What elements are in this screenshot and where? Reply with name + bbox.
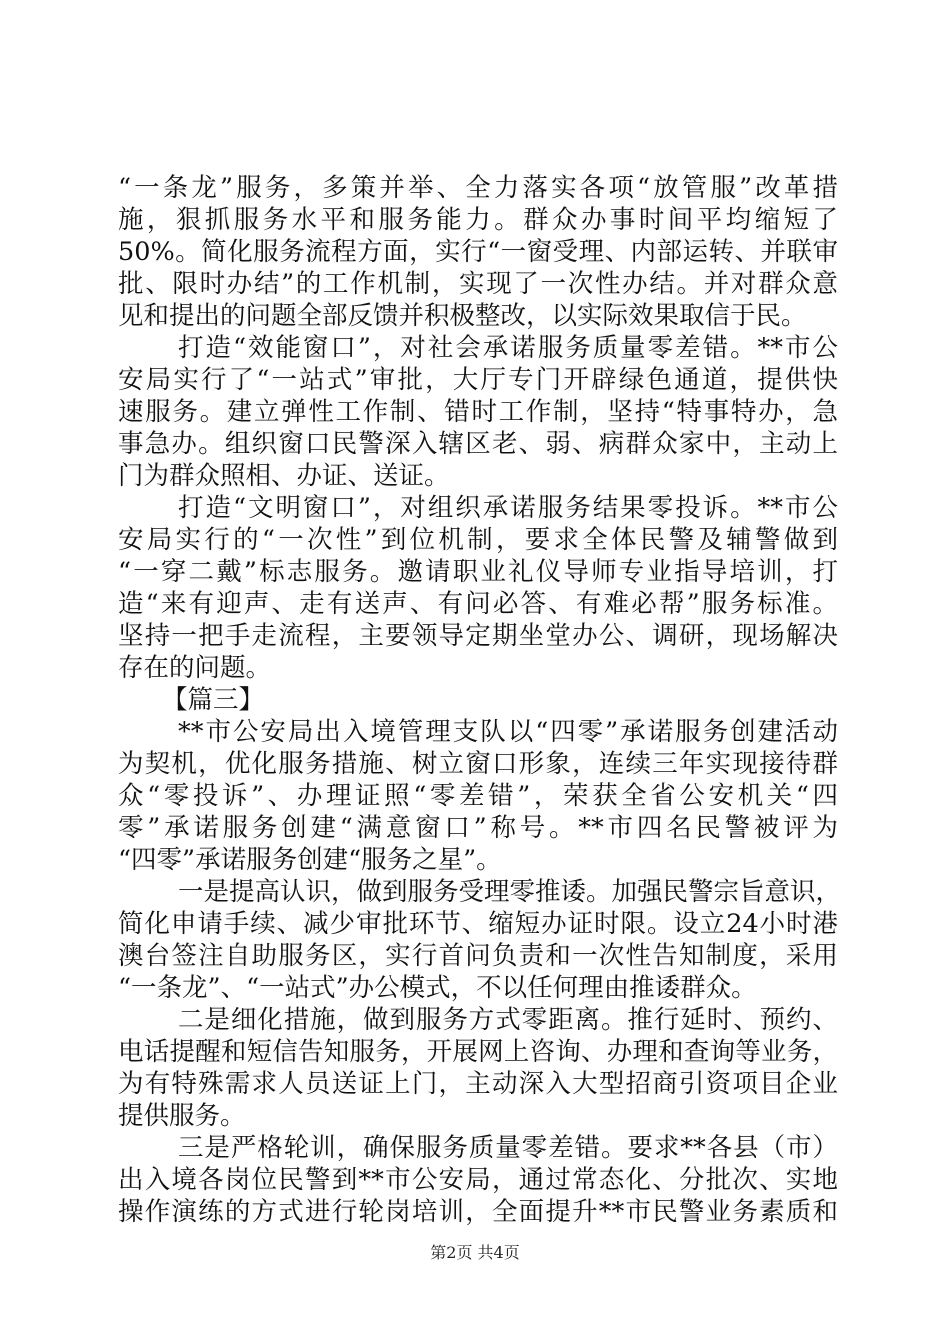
paragraph-start-line: 打造“文明窗口”，对组织承诺服务结果零投诉。**市公 (178, 493, 838, 523)
paragraph-start-line: 一是提高认识，做到服务受理零推诿。加强民警宗旨意识， (178, 877, 842, 907)
paragraph-start-line: 打造“效能窗口”，对社会承诺服务质量零差错。**市公 (178, 333, 838, 363)
text-line: 批、限时办结”的工作机制，实现了一次性办结。并对群众意 (118, 269, 838, 299)
text-line: 出入境各岗位民警到**市公安局，通过常态化、分批次、实地 (118, 1165, 838, 1195)
text-line: “一条龙”、“一站式”办公模式，不以任何理由推诿群众。 (118, 973, 757, 1003)
text-line: 简化申请手续、减少审批环节、缩短办证时限。设立24小时港 (118, 909, 838, 939)
text-line: “一穿二戴”标志服务。邀请职业礼仪导师专业指导培训，打 (118, 557, 838, 587)
page-number-footer: 第2页 共4页 (430, 1243, 520, 1262)
text-line: 零”承诺服务创建“满意窗口”称号。**市四名民警被评为 (118, 813, 838, 843)
text-line: 安局实行的“一次性”到位机制，要求全体民警及辅警做到 (118, 525, 838, 555)
paragraph-start-line: 三是严格轮训，确保服务质量零差错。要求**各县（市） (178, 1133, 838, 1163)
text-line: 电话提醒和短信告知服务，开展网上咨询、办理和查询等业务， (118, 1037, 838, 1067)
text-line: “四零”承诺服务创建“服务之星”。 (118, 845, 502, 875)
text-line: 为有特殊需求人员送证上门，主动深入大型招商引资项目企业 (118, 1069, 838, 1099)
paragraph-start-line: 二是细化措施，做到服务方式零距离。推行延时、预约、 (178, 1005, 838, 1035)
text-line: 安局实行了“一站式”审批，大厅专门开辟绿色通道，提供快 (118, 365, 838, 395)
paragraph-start-line: **市公安局出入境管理支队以“四零”承诺服务创建活动 (178, 717, 838, 747)
text-line: 澳台签注自助服务区，实行首问负责和一次性告知制度，采用 (118, 941, 838, 971)
text-line: 坚持一把手走流程，主要领导定期坐堂办公、调研，现场解决 (118, 621, 838, 651)
text-line: 施，狠抓服务水平和服务能力。群众办事时间平均缩短了 (118, 205, 838, 235)
text-line: “一条龙”服务，多策并举、全力落实各项“放管服”改革措 (118, 173, 838, 203)
text-line: 众“零投诉”、办理证照“零差错”，荣获全省公安机关“四 (118, 781, 838, 811)
text-line: 操作演练的方式进行轮岗培训，全面提升**市民警业务素质和 (118, 1197, 838, 1227)
text-line: 50%。简化服务流程方面，实行“一窗受理、内部运转、并联审 (118, 237, 838, 267)
section-heading: 【篇三】 (162, 685, 265, 715)
text-line: 事急办。组织窗口民警深入辖区老、弱、病群众家中，主动上 (118, 429, 838, 459)
text-line: 速服务。建立弹性工作制、错时工作制，坚持“特事特办，急 (118, 397, 838, 427)
text-line: 造“来有迎声、走有送声、有问必答、有难必帮”服务标准。 (118, 589, 838, 619)
text-line: 存在的问题。 (118, 653, 272, 683)
text-line: 见和提出的问题全部反馈并积极整改，以实际效果取信于民。 (118, 301, 807, 331)
document-body (118, 172, 842, 1228)
text-line: 提供服务。 (118, 1101, 246, 1131)
text-line: 门为群众照相、办证、送证。 (118, 461, 450, 491)
text-line: 为契机，优化服务措施、树立窗口形象，连续三年实现接待群 (118, 749, 838, 779)
